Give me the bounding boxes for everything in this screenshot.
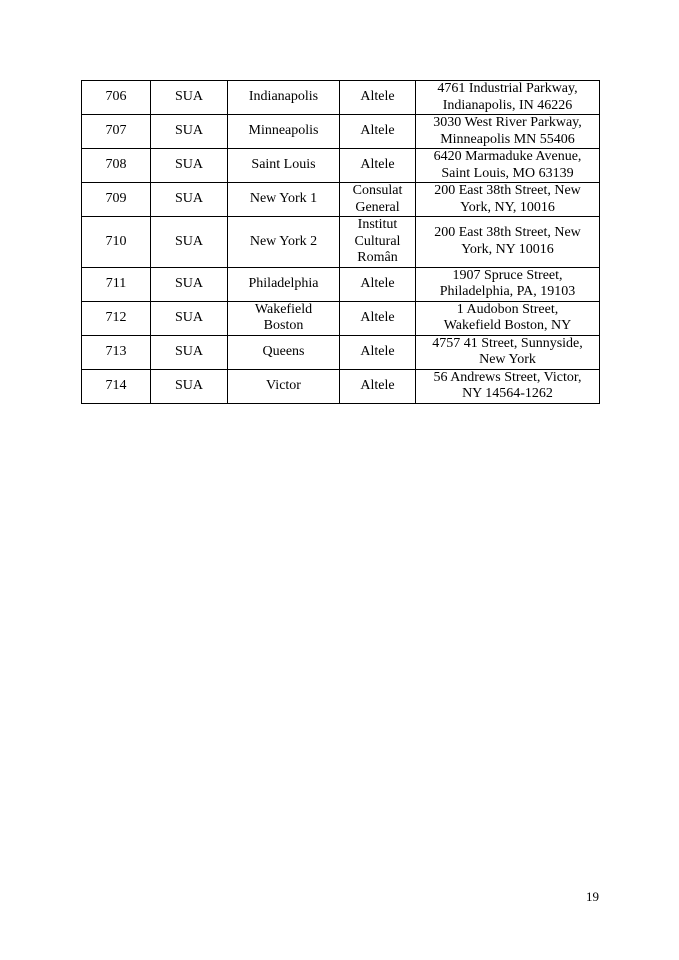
- city-line: Indianapolis: [248, 89, 319, 105]
- city-cell: [228, 267, 340, 301]
- type-line: Cultural: [354, 233, 401, 249]
- address-line: 4757 41 Street, Sunnyside,: [432, 335, 583, 351]
- row-number-cell: 709: [82, 183, 151, 217]
- type-line: General: [355, 199, 400, 215]
- address-line: Saint Louis, MO 63139: [441, 165, 574, 181]
- address-line: Minneapolis MN 55406: [440, 131, 575, 147]
- city-cell: [228, 115, 340, 149]
- address-cell: [416, 369, 600, 403]
- type-line: Altele: [360, 309, 395, 325]
- country-cell: SUA: [151, 149, 228, 183]
- city-line: Saint Louis: [251, 157, 316, 173]
- city-cell: [228, 335, 340, 369]
- country-cell: SUA: [151, 183, 228, 217]
- type-line: Altele: [360, 275, 395, 291]
- city-cell: [228, 217, 340, 268]
- country-cell: SUA: [151, 81, 228, 115]
- locations-table-container: [81, 80, 599, 404]
- country-cell: SUA: [151, 301, 228, 335]
- address-line: 4761 Industrial Parkway,: [437, 81, 578, 96]
- type-line: Altele: [360, 89, 395, 105]
- row-number-cell: 710: [82, 217, 151, 268]
- type-cell: [340, 369, 416, 403]
- table-row: [82, 115, 600, 149]
- country-cell: SUA: [151, 369, 228, 403]
- city-cell: [228, 183, 340, 217]
- type-line: Institut: [357, 217, 398, 232]
- table-row: [82, 267, 600, 301]
- address-line: NY 14564-1262: [462, 386, 553, 401]
- row-number-cell: 714: [82, 369, 151, 403]
- row-number-cell: 713: [82, 335, 151, 369]
- type-cell: [340, 149, 416, 183]
- address-line: 200 East 38th Street, New: [434, 225, 581, 241]
- type-cell: [340, 301, 416, 335]
- type-line: Altele: [360, 343, 395, 359]
- table-row: [82, 335, 600, 369]
- address-cell: [416, 81, 600, 115]
- city-line: Boston: [263, 318, 304, 333]
- address-line: Indianapolis, IN 46226: [442, 97, 573, 113]
- address-line: 3030 West River Parkway,: [433, 115, 582, 130]
- type-cell: [340, 267, 416, 301]
- type-cell: [340, 217, 416, 268]
- type-cell: [340, 81, 416, 115]
- address-line: 6420 Marmaduke Avenue,: [433, 149, 582, 164]
- city-line: New York 1: [249, 191, 318, 207]
- address-line: New York: [479, 352, 536, 367]
- table-row: [82, 81, 600, 115]
- address-line: York, NY 10016: [461, 241, 554, 257]
- address-cell: [416, 217, 600, 268]
- city-line: Philadelphia: [248, 275, 319, 291]
- city-line: Queens: [262, 343, 305, 359]
- city-line: Minneapolis: [248, 123, 319, 139]
- address-cell: [416, 335, 600, 369]
- city-cell: [228, 81, 340, 115]
- address-line: 200 East 38th Street, New: [434, 183, 581, 198]
- table-row: [82, 217, 600, 268]
- type-line: Altele: [360, 123, 395, 139]
- address-cell: [416, 115, 600, 149]
- country-cell: SUA: [151, 267, 228, 301]
- address-line: 1 Audobon Street,: [456, 301, 559, 317]
- address-cell: [416, 149, 600, 183]
- country-cell: SUA: [151, 217, 228, 268]
- address-line: Wakefield Boston, NY: [443, 318, 572, 333]
- city-line: Wakefield: [254, 301, 313, 317]
- locations-table: [81, 80, 600, 404]
- city-line: Victor: [266, 377, 301, 393]
- city-cell: [228, 301, 340, 335]
- address-cell: [416, 301, 600, 335]
- type-line: Altele: [360, 377, 395, 393]
- type-line: Altele: [360, 157, 395, 173]
- row-number-cell: 707: [82, 115, 151, 149]
- address-line: Philadelphia, PA, 19103: [439, 284, 576, 299]
- address-cell: [416, 183, 600, 217]
- table-row: [82, 149, 600, 183]
- country-cell: SUA: [151, 115, 228, 149]
- address-line: 1907 Spruce Street,: [452, 267, 563, 283]
- type-line: Român: [357, 250, 398, 265]
- address-cell: [416, 267, 600, 301]
- city-cell: [228, 149, 340, 183]
- row-number-cell: 712: [82, 301, 151, 335]
- table-row: [82, 301, 600, 335]
- type-line: Consulat: [352, 183, 403, 198]
- table-row: [82, 183, 600, 217]
- type-cell: [340, 115, 416, 149]
- table-row: [82, 369, 600, 403]
- type-cell: [340, 335, 416, 369]
- type-cell: [340, 183, 416, 217]
- row-number-cell: 708: [82, 149, 151, 183]
- address-line: York, NY, 10016: [460, 199, 555, 215]
- row-number-cell: 706: [82, 81, 151, 115]
- page-number: 19: [586, 889, 599, 904]
- address-line: 56 Andrews Street, Victor,: [433, 369, 582, 385]
- city-cell: [228, 369, 340, 403]
- row-number-cell: 711: [82, 267, 151, 301]
- country-cell: SUA: [151, 335, 228, 369]
- city-line: New York 2: [249, 233, 318, 249]
